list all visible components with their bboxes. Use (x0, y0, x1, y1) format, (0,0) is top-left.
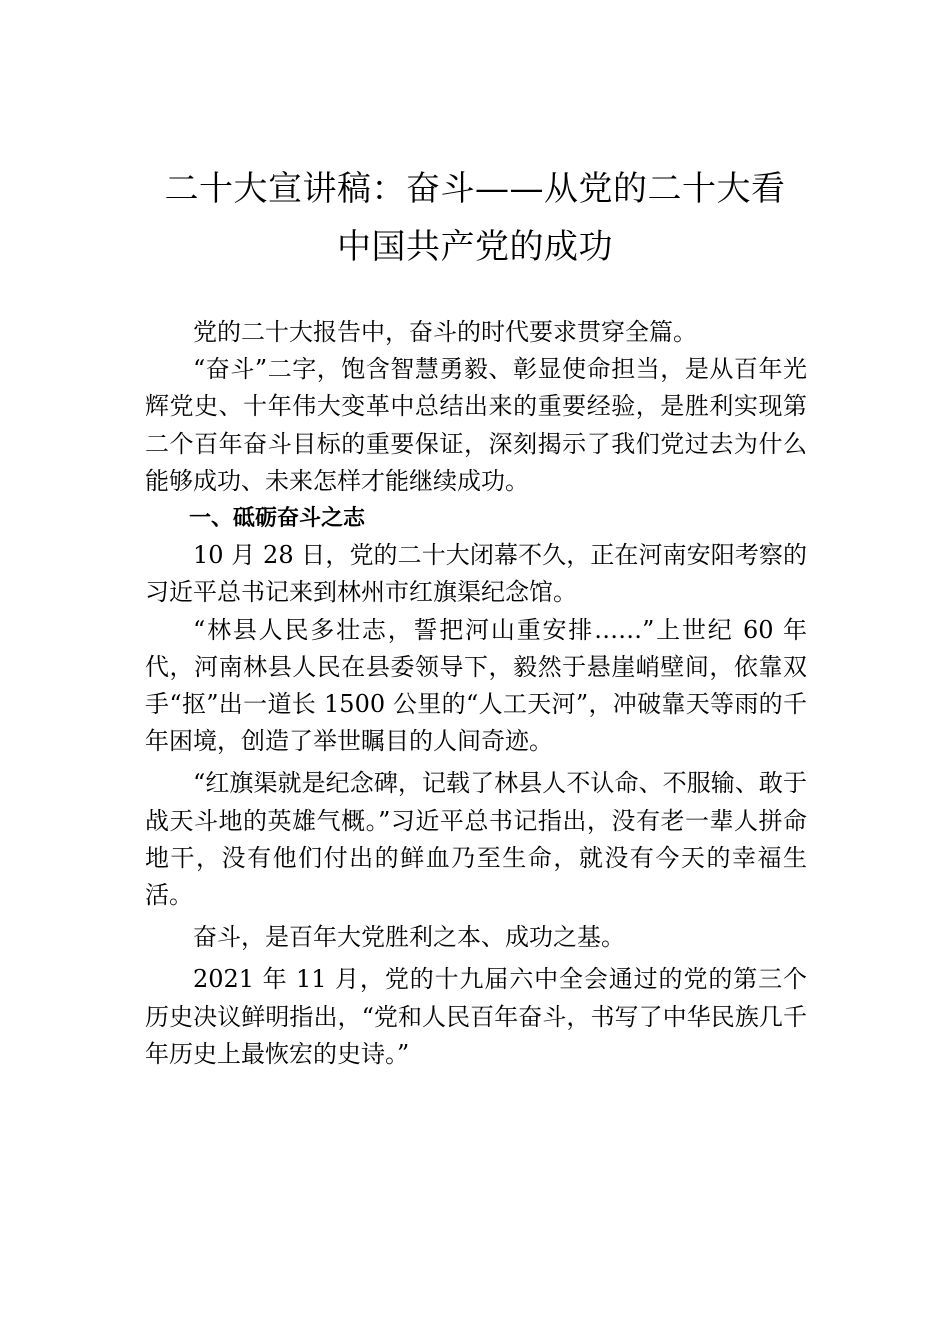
document-body (145, 314, 807, 1073)
paragraph-foundation: 奋斗，是百年大党胜利之本、成功之基。 (193, 923, 625, 952)
title-line-2: 中国共产党的成功 (337, 227, 613, 267)
paragraph-resolution: 2021 年 11 月，党的十九届六中全会通过的党的第三个历史决议鲜明指出，“党和人民百年奋斗，书写了中华民族几千年历史上最恢宏的史诗。” (145, 965, 807, 1068)
paragraph-fendou: “奋斗”二字，饱含智慧勇毅、彰显使命担当，是从百年光辉党史、十年伟大变革中总结出来的重要经验，是胜利实现第二个百年奋斗目标的重要保证，深刻揭示了我们党过去为什么能够成功、未来怎样才能继续成功。 (145, 355, 807, 495)
paragraph-linxian: “林县人民多壮志，誓把河山重安排……”上世纪 60 年代，河南林县人民在县委领导下，毅然于悬崖峭壁间，依靠双手“抠”出一道长 1500 公里的“人工天河”，冲破靠天等雨的千年困境，创造了举世瞩目的人间奇迹。 (145, 615, 807, 756)
paragraph-oct28: 10 月 28 日，党的二十大闭幕不久，正在河南安阳考察的习近平总书记来到林州市红旗渠纪念馆。 (145, 541, 807, 607)
title-line-1: 二十大宣讲稿：奋斗——从党的二十大看 (164, 169, 786, 209)
paragraph-hongqiqu: “红旗渠就是纪念碑，记载了林县人不认命、不服输、敢于战天斗地的英雄气概。”习近平总书记指出，没有老一辈人拼命地干，没有他们付出的鲜血乃至生命，就没有今天的幸福生活。 (145, 769, 807, 910)
paragraph-intro: 党的二十大报告中，奋斗的时代要求贯穿全篇。 (193, 318, 697, 346)
section-heading: 一、砥砺奋斗之志 (189, 506, 366, 532)
page-title (145, 160, 805, 276)
